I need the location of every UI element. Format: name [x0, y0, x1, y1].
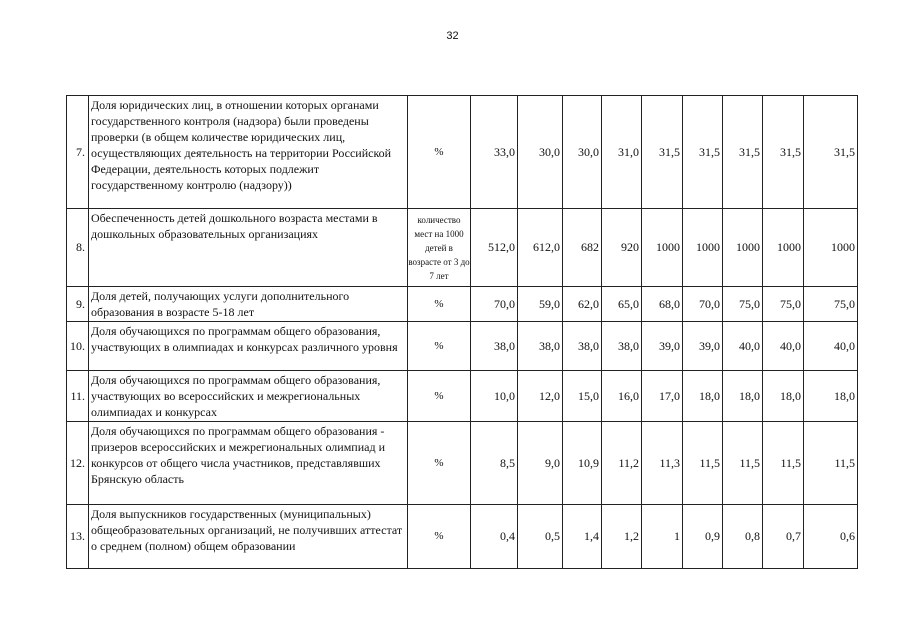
unit-cell: количество мест на 1000 детей в возрасте от 3 до 7 лет [408, 209, 471, 287]
value-cell: 40,0 [763, 322, 804, 371]
value-cell: 75,0 [763, 287, 804, 322]
value-cell: 17,0 [642, 371, 683, 422]
value-cell: 18,0 [723, 371, 763, 422]
value-cell: 0,6 [804, 505, 858, 569]
value-cell: 75,0 [804, 287, 858, 322]
value-cell: 10,9 [563, 422, 602, 505]
row-number: 13. [67, 505, 89, 569]
value-cell: 11,3 [642, 422, 683, 505]
value-cell: 0,8 [723, 505, 763, 569]
value-cell: 0,7 [763, 505, 804, 569]
unit-cell: % [408, 422, 471, 505]
unit-cell: % [408, 322, 471, 371]
indicator-name: Доля детей, получающих услуги дополнительного образования в возрасте 5-18 лет [89, 287, 408, 322]
value-cell: 1000 [642, 209, 683, 287]
table-row [67, 209, 858, 287]
value-cell: 40,0 [723, 322, 763, 371]
value-cell: 31,5 [723, 96, 763, 209]
value-cell: 0,4 [471, 505, 518, 569]
value-cell: 612,0 [518, 209, 563, 287]
row-number: 9. [67, 287, 89, 322]
value-cell: 1 [642, 505, 683, 569]
unit-cell: % [408, 505, 471, 569]
value-cell: 11,2 [602, 422, 642, 505]
value-cell: 11,5 [763, 422, 804, 505]
value-cell: 30,0 [563, 96, 602, 209]
value-cell: 16,0 [602, 371, 642, 422]
table-row [67, 422, 858, 505]
page-number: 32 [446, 30, 459, 42]
value-cell: 18,0 [804, 371, 858, 422]
value-cell: 38,0 [518, 322, 563, 371]
row-number: 10. [67, 322, 89, 371]
value-cell: 39,0 [642, 322, 683, 371]
value-cell: 18,0 [683, 371, 723, 422]
value-cell: 11,5 [683, 422, 723, 505]
value-cell: 10,0 [471, 371, 518, 422]
indicator-name: Доля обучающихся по программам общего образования, участвующих во всероссийских и межрегиональных олимпиадах и конкурсах [89, 371, 408, 422]
value-cell: 33,0 [471, 96, 518, 209]
unit-cell: % [408, 371, 471, 422]
value-cell: 0,5 [518, 505, 563, 569]
value-cell: 920 [602, 209, 642, 287]
row-number: 12. [67, 422, 89, 505]
value-cell: 31,5 [642, 96, 683, 209]
value-cell: 1000 [683, 209, 723, 287]
table-row [67, 322, 858, 371]
table-row [67, 505, 858, 569]
value-cell: 11,5 [723, 422, 763, 505]
row-number: 11. [67, 371, 89, 422]
value-cell: 512,0 [471, 209, 518, 287]
indicator-name: Доля обучающихся по программам общего образования, участвующих в олимпиадах и конкурсах различного уровня [89, 322, 408, 371]
table-row [67, 371, 858, 422]
value-cell: 38,0 [602, 322, 642, 371]
indicators-table [66, 95, 858, 569]
value-cell: 8,5 [471, 422, 518, 505]
value-cell: 40,0 [804, 322, 858, 371]
value-cell: 0,9 [683, 505, 723, 569]
value-cell: 18,0 [763, 371, 804, 422]
value-cell: 31,5 [804, 96, 858, 209]
value-cell: 1,4 [563, 505, 602, 569]
indicator-name: Доля обучающихся по программам общего образования - призеров всероссийских и межрегиональных олимпиад и конкурсов от общего числа участников, представлявших Брянскую область [89, 422, 408, 505]
value-cell: 1000 [723, 209, 763, 287]
value-cell: 59,0 [518, 287, 563, 322]
value-cell: 70,0 [471, 287, 518, 322]
value-cell: 12,0 [518, 371, 563, 422]
value-cell: 9,0 [518, 422, 563, 505]
value-cell: 11,5 [804, 422, 858, 505]
value-cell: 39,0 [683, 322, 723, 371]
value-cell: 682 [563, 209, 602, 287]
unit-cell: % [408, 287, 471, 322]
indicator-name: Доля юридических лиц, в отношении которых органами государственного контроля (надзора) были проведены проверки (в общем количестве юридических лиц, осуществляющих деятельность на территории Российской Федерации, деятельность которых подлежит государственному контролю (надзору)) [89, 96, 408, 209]
value-cell: 70,0 [683, 287, 723, 322]
value-cell: 62,0 [563, 287, 602, 322]
value-cell: 30,0 [518, 96, 563, 209]
unit-cell: % [408, 96, 471, 209]
value-cell: 1000 [804, 209, 858, 287]
row-number: 7. [67, 96, 89, 209]
value-cell: 15,0 [563, 371, 602, 422]
value-cell: 38,0 [471, 322, 518, 371]
value-cell: 31,0 [602, 96, 642, 209]
table-row [67, 287, 858, 322]
value-cell: 1000 [763, 209, 804, 287]
value-cell: 65,0 [602, 287, 642, 322]
value-cell: 38,0 [563, 322, 602, 371]
value-cell: 68,0 [642, 287, 683, 322]
value-cell: 1,2 [602, 505, 642, 569]
value-cell: 31,5 [683, 96, 723, 209]
table-row [67, 96, 858, 209]
indicator-name: Доля выпускников государственных (муниципальных) общеобразовательных организаций, не получивших аттестат о среднем (полном) общем образовании [89, 505, 408, 569]
value-cell: 31,5 [763, 96, 804, 209]
row-number: 8. [67, 209, 89, 287]
value-cell: 75,0 [723, 287, 763, 322]
indicator-name: Обеспеченность детей дошкольного возраста местами в дошкольных образовательных организациях [89, 209, 408, 287]
